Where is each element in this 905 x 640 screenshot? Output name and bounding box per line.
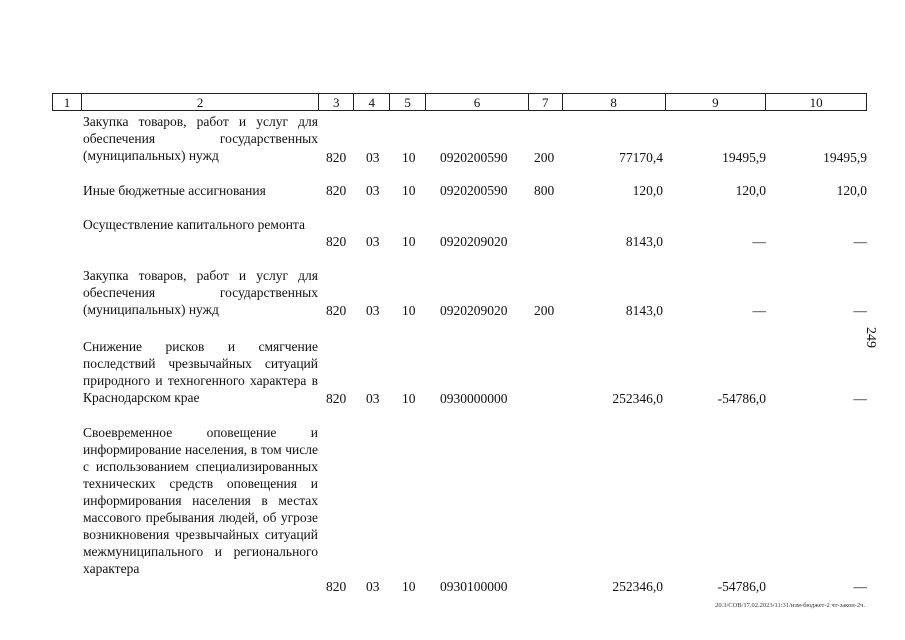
cell-col8: 252346,0 [612,579,663,594]
cell-target-code: 0930100000 [440,579,508,594]
row-name: Своевременное оповещение и информирование населения, в том числе с использованием специализированных технических средств оповещения и информирования населения в местах массового пребывания людей, об угрозе возникновения чрезвычайных ситуаций межмуниципального и регионального характера [83,425,318,576]
cell-col10: — [853,579,867,594]
cell-expense-type: 800 [534,183,555,198]
cell-subsection: 10 [402,183,416,198]
table-row [0,267,905,319]
cell-ministry: 820 [326,579,347,594]
cell-col10: 120,0 [836,183,867,198]
cell-col10: — [853,234,867,249]
cell-expense-type: 200 [534,150,555,165]
cell-col8: 8143,0 [625,234,663,249]
cell-ministry: 820 [326,303,347,318]
cell-target-code: 0930000000 [440,391,508,406]
cell-target-code: 0920200590 [440,150,508,165]
table-row [0,338,905,407]
header-col-9: 9 [666,94,767,110]
table-row [0,113,905,165]
cell-subsection: 10 [402,234,416,249]
cell-col8: 77170,4 [619,150,663,165]
table-row [0,424,905,596]
header-col-7: 7 [529,94,563,110]
cell-section: 03 [366,391,380,406]
cell-section: 03 [366,183,380,198]
table-row [0,182,905,199]
cell-target-code: 0920209020 [440,234,508,249]
cell-subsection: 10 [402,391,416,406]
cell-col10: — [853,391,867,406]
row-name: Иные бюджетные ассигнования [83,183,266,198]
page-number: 249 [863,327,878,348]
cell-ministry: 820 [326,391,347,406]
cell-col8: 120,0 [632,183,663,198]
header-col-2: 2 [82,94,319,110]
cell-col9: — [752,234,766,249]
header-col-10: 10 [809,95,823,110]
cell-ministry: 820 [326,234,347,249]
cell-ministry: 820 [326,183,347,198]
cell-col9: 120,0 [735,183,766,198]
cell-subsection: 10 [402,579,416,594]
table-row [0,216,905,250]
cell-section: 03 [366,234,380,249]
table-header [52,93,867,111]
cell-ministry: 820 [326,150,347,165]
cell-expense-type: 200 [534,303,555,318]
cell-col8: 8143,0 [625,303,663,318]
header-col-1: 1 [53,94,82,110]
header-col-5: 5 [390,94,426,110]
cell-target-code: 0920200590 [440,183,508,198]
cell-col8: 252346,0 [612,391,663,406]
cell-col9: -54786,0 [717,579,766,594]
cell-col10: 19495,9 [823,150,867,165]
cell-subsection: 10 [402,303,416,318]
header-col-8: 8 [563,94,666,110]
row-name: Снижение рисков и смягчение последствий чрезвычайных ситуаций природного и техногенного характера в Краснодарском крае [83,339,318,405]
cell-col10: — [853,303,867,318]
cell-col9: 19495,9 [722,150,766,165]
cell-col9: — [752,303,766,318]
header-col-4: 4 [354,94,390,110]
header-col-6: 6 [426,94,529,110]
document-footer: 20.3/СОВ/17.02.2023/11:31/изм-бюджет-2 чт-закон-2ч. [715,602,865,609]
cell-section: 03 [366,579,380,594]
header-col-3: 3 [319,94,354,110]
cell-col9: -54786,0 [717,391,766,406]
cell-target-code: 0920209020 [440,303,508,318]
cell-section: 03 [366,303,380,318]
row-name: Осуществление капитального ремонта [83,217,305,232]
row-name: Закупка товаров, работ и услуг для обеспечения государственных (муниципальных) нужд [83,268,318,317]
cell-subsection: 10 [402,150,416,165]
cell-section: 03 [366,150,380,165]
row-name: Закупка товаров, работ и услуг для обеспечения государственных (муниципальных) нужд [83,114,318,163]
